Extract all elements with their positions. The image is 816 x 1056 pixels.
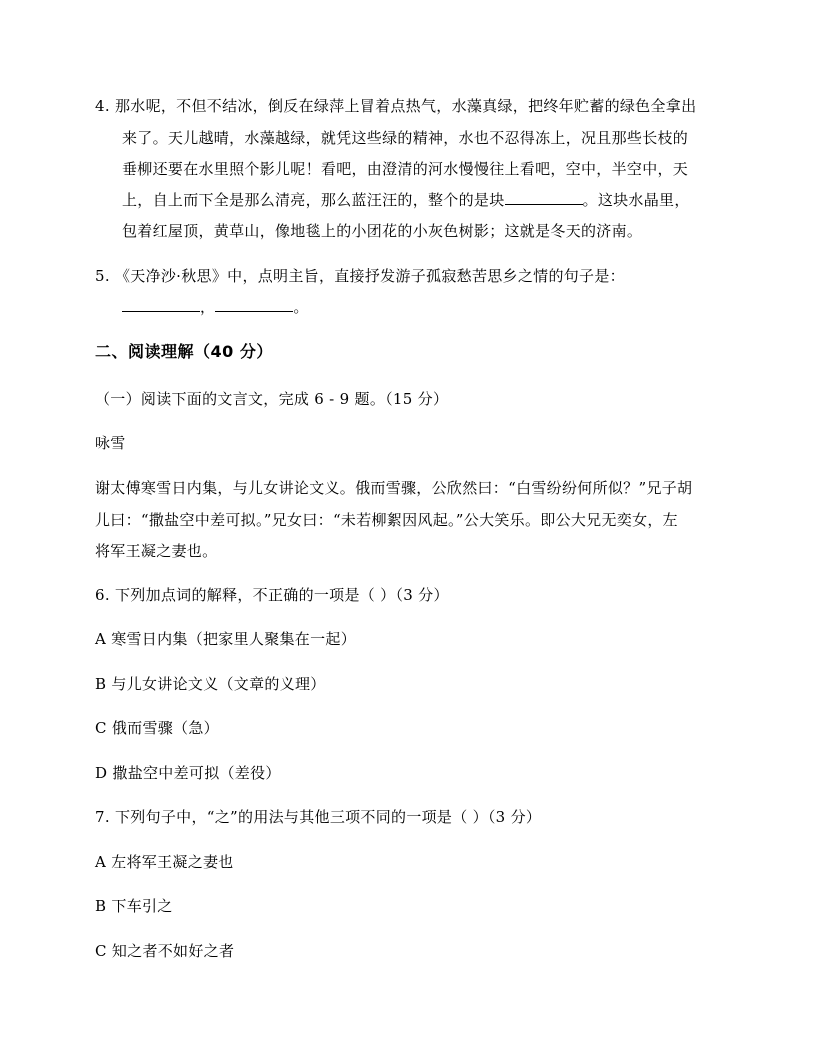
q6-option-b: B 与儿女讲论文义（文章的义理） xyxy=(95,675,326,693)
passage-line-2: 儿曰：“撒盐空中差可拟。”兄女曰：“未若柳絮因风起。”公大笑乐。即公大兄无奕女，左 xyxy=(95,511,678,529)
section-heading: 二、阅读理解（40 分） xyxy=(95,342,273,361)
q7-option-c: C 知之者不如好之者 xyxy=(95,942,235,960)
q5-answer-blank-2[interactable] xyxy=(215,297,293,312)
q5-line-2 xyxy=(122,297,309,317)
q4-line-3: 垂柳还要在水里照个影儿呢！看吧，由澄清的河水慢慢往上看吧，空中，半空中，天 xyxy=(122,160,689,178)
q5-line-1: 5. 《天净沙·秋思》中，点明主旨，直接抒发游子孤寂愁苦思乡之情的句子是： xyxy=(95,267,625,285)
passage-line-1: 谢太傅寒雪日内集，与儿女讲论文义。俄而雪骤，公欣然曰：“白雪纷纷何所似？”兄子胡 xyxy=(95,479,693,497)
q6-option-c: C 俄而雪骤（急） xyxy=(95,719,219,737)
q7-option-b: B 下车引之 xyxy=(95,897,173,915)
q6-stem: 6. 下列加点词的解释，不正确的一项是（ ）（3 分） xyxy=(95,586,449,604)
q6-option-d: D 撒盐空中差可拟（差役） xyxy=(95,764,281,782)
q4-line-1: 4. 那水呢，不但不结冰，倒反在绿萍上冒着点热气，水藻真绿，把终年贮蓄的绿色全拿出 xyxy=(95,97,697,115)
part1-intro: （一）阅读下面的文言文，完成 6 - 9 题。（15 分） xyxy=(95,390,449,408)
q7-stem: 7. 下列句子中，“之”的用法与其他三项不同的一项是（ ）（3 分） xyxy=(95,808,542,826)
q5-separator: ， xyxy=(200,298,216,316)
q4-line-4-text-a: 上，自上而下全是那么清亮，那么蓝汪汪的，整个的是块 xyxy=(122,191,505,209)
q6-option-a: A 寒雪日内集（把家里人聚集在一起） xyxy=(95,630,357,648)
q7-option-a: A 左将军王凝之妻也 xyxy=(95,853,234,871)
q4-line-2: 来了。天儿越晴，水藻越绿，就凭这些绿的精神，水也不忍得冻上，况且那些长枝的 xyxy=(122,129,689,147)
passage-line-3: 将军王凝之妻也。 xyxy=(95,542,218,560)
q5-answer-blank-1[interactable] xyxy=(122,297,200,312)
q5-end-mark: 。 xyxy=(293,298,309,316)
q4-line-4-text-b: 。这块水晶里， xyxy=(582,191,690,209)
passage-title: 咏雪 xyxy=(95,434,126,452)
q4-line-5: 包着红屋顶，黄草山，像地毯上的小团花的小灰色树影；这就是冬天的济南。 xyxy=(122,222,643,240)
q4-line-4 xyxy=(122,190,690,210)
q4-answer-blank[interactable] xyxy=(505,190,583,205)
